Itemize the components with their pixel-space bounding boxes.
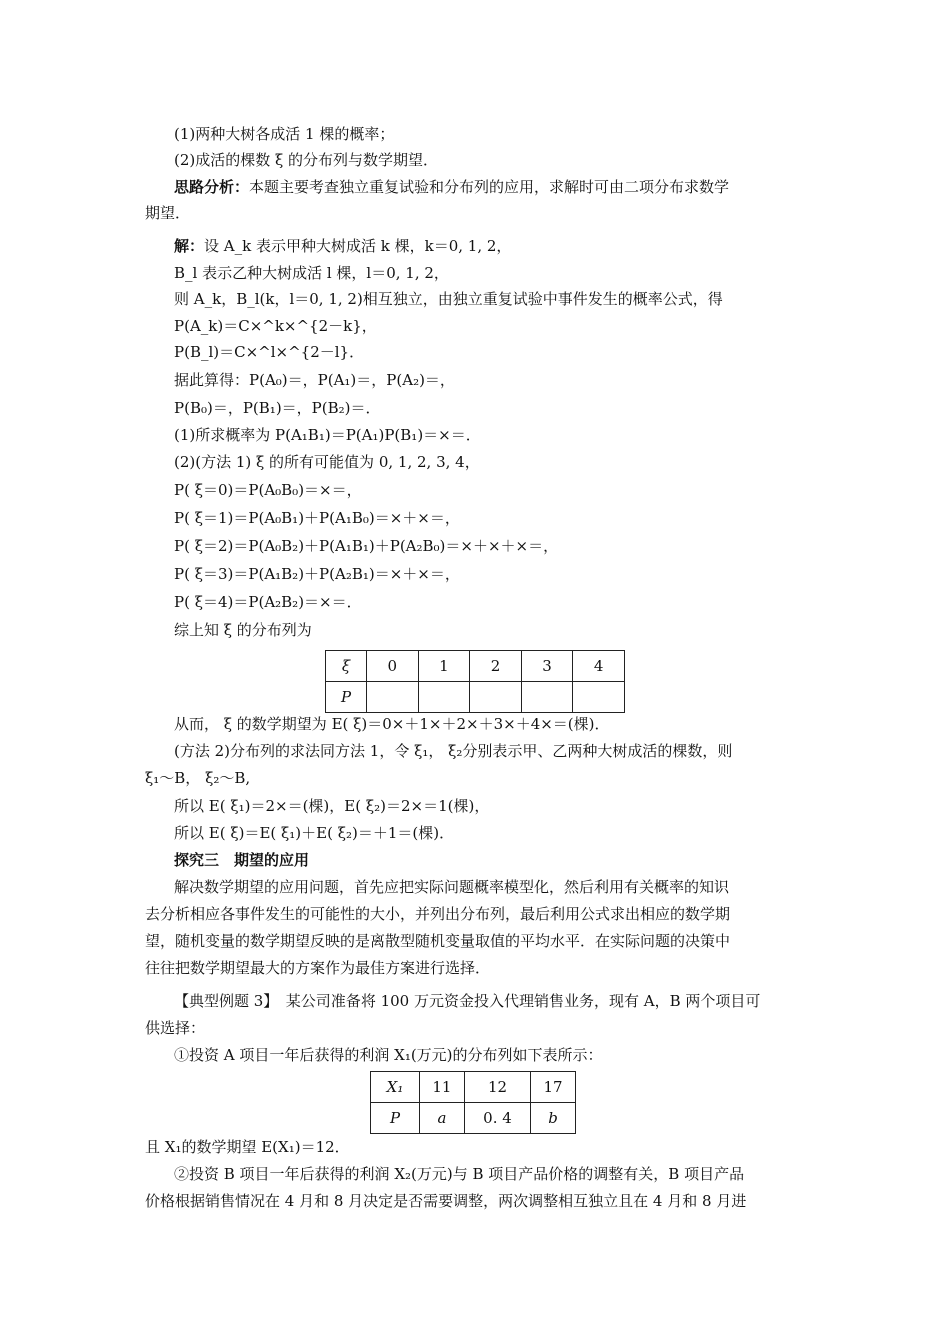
question-part-1: (1)两种大树各成活 1 棵的概率；: [174, 125, 395, 143]
p-xi-3: P( ξ＝3)＝P(A₁B₂)＋P(A₂B₁)＝×＋×＝，: [174, 565, 460, 583]
table-cell: [573, 682, 625, 713]
distribution-intro: 综上知 ξ 的分布列为: [174, 621, 312, 639]
table-cell: [521, 682, 573, 713]
section-3-text: 去分析相应各事件发生的可能性的大小，并列出分布列，最后利用公式求出相应的数学期: [145, 905, 731, 923]
p-xi-1: P( ξ＝1)＝P(A₀B₁)＋P(A₁B₀)＝×＋×＝，: [174, 509, 460, 527]
solution-line: [174, 236, 511, 256]
analysis-continuation: 期望．: [145, 204, 191, 222]
project-b-continuation: 价格根据销售情况在 4 月和 8 月决定是否需要调整，两次调整相互独立且在 4 月和 8 月进: [145, 1192, 747, 1210]
x1-expectation-line: 且 X₁的数学期望 E(X₁)＝12．: [145, 1138, 350, 1156]
example-3-continuation: 供选择：: [145, 1019, 206, 1037]
solution-line-independence: 则 A_k，B_l(k，l＝0, 1, 2)相互独立，由独立重复试验中事件发生的概率公式，得: [174, 290, 723, 308]
x1-distribution-table: [370, 1071, 576, 1134]
method-2-expectations: 所以 E( ξ₁)＝2×＝(棵)，E( ξ₂)＝2×＝1(棵)，: [174, 797, 490, 815]
table-cell: 11: [420, 1072, 465, 1103]
table-cell: b: [531, 1103, 576, 1134]
table-row: [326, 682, 625, 713]
table-cell: a: [420, 1103, 465, 1134]
table-cell: X₁: [371, 1072, 420, 1103]
table-row: [371, 1072, 576, 1103]
formula-pbl: P(B_l)＝C×^l×^{2－l}．: [174, 343, 365, 361]
analysis-line: [174, 177, 729, 197]
analysis-heading: 思路分析：: [174, 178, 250, 196]
method-2-intro: (方法 2)分布列的求法同方法 1，令 ξ₁， ξ₂分别表示甲、乙两种大树成活的棵数，则: [174, 742, 733, 760]
p-xi-0: P( ξ＝0)＝P(A₀B₀)＝×＝，: [174, 481, 362, 499]
expectation-result: 从而， ξ 的数学期望为 E( ξ)＝0×＋1×＋2×＋3×＋4×＝(棵)．: [174, 715, 610, 733]
table-cell: ξ: [326, 651, 367, 682]
table-cell: 4: [573, 651, 625, 682]
answer-part-1: (1)所求概率为 P(A₁B₁)＝P(A₁)P(B₁)＝×＝．: [174, 426, 481, 444]
computed-pa: 据此算得：P(A₀)＝，P(A₁)＝，P(A₂)＝，: [174, 371, 455, 389]
project-b-description: ②投资 B 项目一年后获得的利润 X₂(万元)与 B 项目产品价格的调整有关，B 项目产品: [174, 1165, 745, 1183]
solution-line-b: B_l 表示乙种大树成活 l 棵，l＝0, 1, 2，: [174, 264, 449, 282]
computed-pb: P(B₀)＝，P(B₁)＝，P(B₂)＝．: [174, 399, 381, 417]
question-part-2: (2)成活的棵数 ξ 的分布列与数学期望．: [174, 151, 439, 169]
table-cell: 12: [464, 1072, 530, 1103]
solution-text: 设 A_k 表示甲种大树成活 k 棵，k＝0, 1, 2，: [204, 237, 512, 255]
table-cell: P: [371, 1103, 420, 1134]
table-cell: 3: [521, 651, 573, 682]
table-row: [371, 1103, 576, 1134]
p-xi-2: P( ξ＝2)＝P(A₀B₂)＋P(A₁B₁)＋P(A₂B₀)＝×＋×＋×＝，: [174, 537, 559, 555]
example-3-heading: 【典型例题 3】 某公司准备将 100 万元资金投入代理销售业务，现有 A，B 两个项目可: [174, 992, 761, 1010]
table-cell: [470, 682, 522, 713]
table-cell: 1: [418, 651, 470, 682]
section-3-text: 往往把数学期望最大的方案作为最佳方案进行选择．: [145, 959, 491, 977]
table-cell: 0: [367, 651, 419, 682]
table-cell: 0. 4: [464, 1103, 530, 1134]
method-2-binomial: ξ₁～B， ξ₂～B,: [145, 769, 251, 787]
analysis-text: 本题主要考查独立重复试验和分布列的应用，求解时可由二项分布求数学: [249, 178, 730, 196]
xi-distribution-table: [325, 650, 625, 713]
section-heading-3: 探究三 期望的应用: [174, 851, 310, 869]
table-cell: 17: [531, 1072, 576, 1103]
formula-pak: P(A_k)＝C×^k×^{2－k}，: [174, 317, 377, 335]
table-cell: [367, 682, 419, 713]
table-row: [326, 651, 625, 682]
method-1-values: (2)(方法 1) ξ 的所有可能值为 0, 1, 2, 3, 4，: [174, 453, 480, 471]
p-xi-4: P( ξ＝4)＝P(A₂B₂)＝×＝．: [174, 593, 362, 611]
section-3-text: 解决数学期望的应用问题，首先应把实际问题概率模型化，然后利用有关概率的知识: [174, 878, 730, 896]
table-cell: [418, 682, 470, 713]
table-cell: 2: [470, 651, 522, 682]
section-3-text: 望，随机变量的数学期望反映的是离散型随机变量取值的平均水平．在实际问题的决策中: [145, 932, 731, 950]
project-a-description: ①投资 A 项目一年后获得的利润 X₁(万元)的分布列如下表所示：: [174, 1046, 603, 1064]
table-cell: P: [326, 682, 367, 713]
method-2-total: 所以 E( ξ)＝E( ξ₁)＋E( ξ₂)＝＋1＝(棵)．: [174, 824, 455, 842]
solution-heading: 解：: [174, 237, 205, 255]
